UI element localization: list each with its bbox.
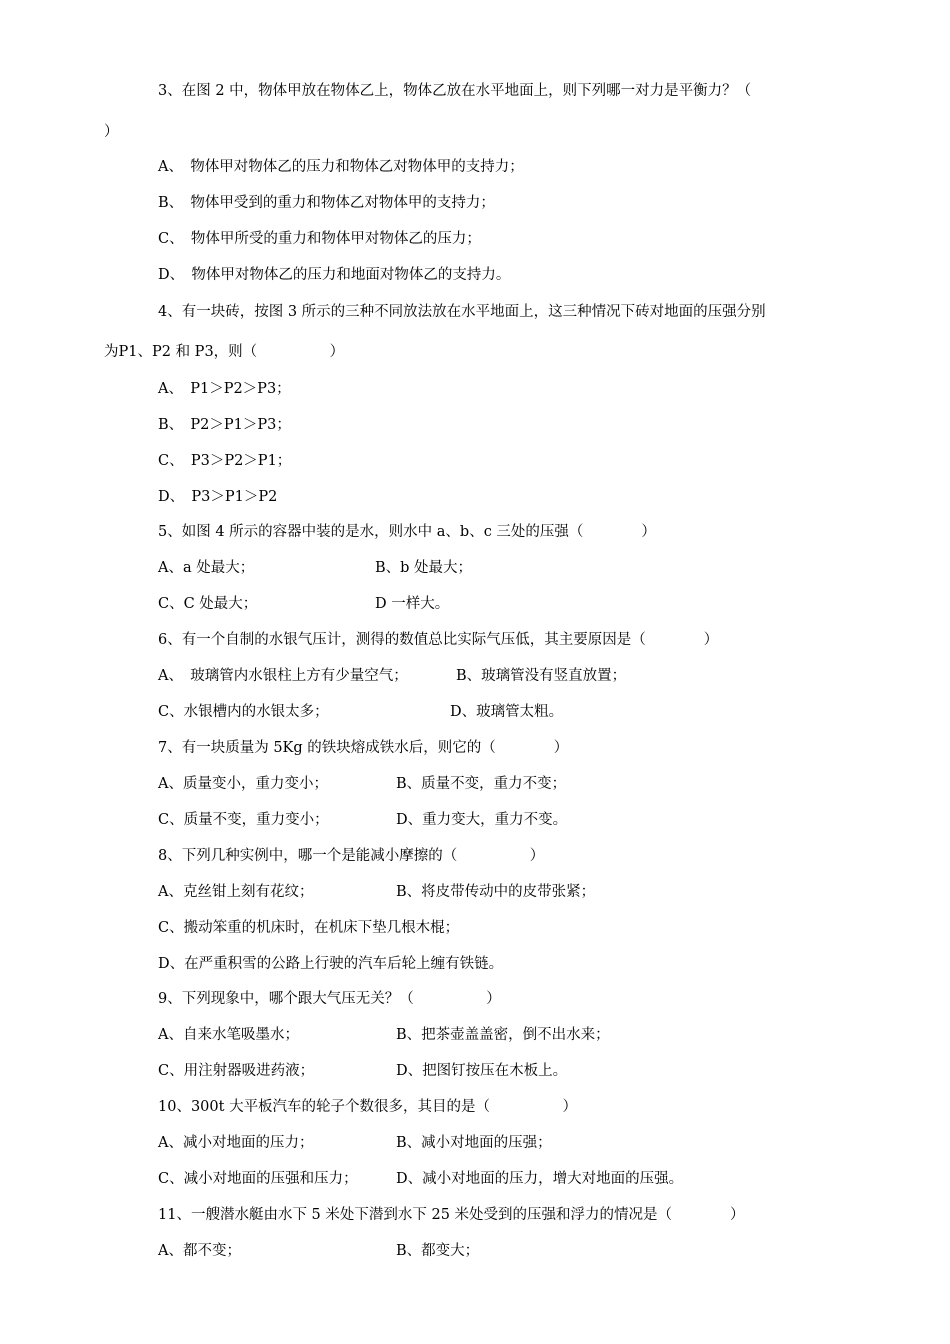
q3-option-b: B、 物体甲受到的重力和物体乙对物体甲的支持力； — [158, 195, 495, 211]
q5-option-b: B、b 处最大； — [375, 560, 473, 576]
q5-option-a: A、a 处最大； — [158, 560, 255, 576]
q7-option-b: B、质量不变，重力不变； — [396, 776, 567, 792]
q8-option-c: C、搬动笨重的机床时，在机床下垫几根木棍； — [158, 920, 460, 936]
q5-option-c: C、C 处最大； — [158, 596, 258, 612]
q7-option-a: A、质量变小，重力变小； — [158, 776, 328, 792]
q9-option-d: D、把图钉按压在木板上。 — [396, 1063, 568, 1079]
q7-option-c: C、质量不变，重力变小； — [158, 812, 329, 828]
q7-option-d: D、重力变大，重力不变。 — [396, 812, 568, 828]
q9-option-c: C、用注射器吸进药液； — [158, 1063, 315, 1079]
q3-stem-line-2: ） — [104, 124, 119, 140]
q11-option-b: B、都变大； — [396, 1243, 480, 1259]
q9-stem: 9、下列现象中，哪个跟大气压无关？（ ） — [158, 991, 501, 1007]
q8-stem: 8、下列几种实例中，哪一个是能减小摩擦的（ ） — [158, 848, 545, 864]
q3-stem-line-1: 3、在图 2 中，物体甲放在物体乙上，物体乙放在水平地面上，则下列哪一对力是平衡力？（ — [158, 83, 752, 99]
q10-option-c: C、减小对地面的压强和压力； — [158, 1171, 358, 1187]
q6-option-c: C、水银槽内的水银太多； — [158, 704, 329, 720]
q8-option-d: D、在严重积雪的公路上行驶的汽车后轮上缠有铁链。 — [158, 956, 504, 972]
q5-option-d: D 一样大。 — [375, 596, 450, 612]
q8-option-a: A、克丝钳上刻有花纹； — [158, 884, 314, 900]
q10-stem: 10、300t 大平板汽车的轮子个数很多，其目的是（ ） — [158, 1099, 578, 1115]
q6-stem: 6、有一个自制的水银气压计，测得的数值总比实际气压低，其主要原因是（ ） — [158, 632, 719, 648]
q4-stem-line-2: 为P1、P2 和 P3，则（ ） — [104, 344, 345, 360]
q10-option-d: D、减小对地面的压力，增大对地面的压强。 — [396, 1171, 684, 1187]
q9-option-a: A、自来水笔吸墨水； — [158, 1027, 299, 1043]
q11-stem: 11、一艘潜水艇由水下 5 米处下潜到水下 25 米处受到的压强和浮力的情况是（ ） — [158, 1207, 745, 1223]
q6-option-d: D、玻璃管太粗。 — [450, 704, 564, 720]
q3-option-d: D、 物体甲对物体乙的压力和地面对物体乙的支持力。 — [158, 267, 511, 283]
q5-stem: 5、如图 4 所示的容器中装的是水，则水中 a、b、c 三处的压强（ ） — [158, 524, 656, 540]
q8-option-b: B、将皮带传动中的皮带张紧； — [396, 884, 596, 900]
q3-option-c: C、 物体甲所受的重力和物体甲对物体乙的压力； — [158, 231, 481, 247]
q4-stem-line-1: 4、有一块砖，按图 3 所示的三种不同放法放在水平地面上，这三种情况下砖对地面的压强分别 — [158, 304, 766, 320]
q4-option-c: C、 P3＞P2＞P1； — [158, 453, 292, 469]
q7-stem: 7、有一块质量为 5Kg 的铁块熔成铁水后，则它的（ ） — [158, 740, 569, 756]
q4-option-a: A、 P1＞P2＞P3； — [158, 381, 291, 397]
q4-option-b: B、 P2＞P1＞P3； — [158, 417, 291, 433]
q11-option-a: A、都不变； — [158, 1243, 241, 1259]
q4-option-d: D、 P3＞P1＞P2 — [158, 489, 278, 505]
q10-option-a: A、减小对地面的压力； — [158, 1135, 314, 1151]
q10-option-b: B、减小对地面的压强； — [396, 1135, 552, 1151]
q3-option-a: A、 物体甲对物体乙的压力和物体乙对物体甲的支持力； — [158, 159, 524, 175]
q6-option-a: A、 玻璃管内水银柱上方有少量空气； — [158, 668, 408, 684]
q9-option-b: B、把茶壶盖盖密，倒不出水来； — [396, 1027, 610, 1043]
q6-option-b: B、玻璃管没有竖直放置； — [456, 668, 627, 684]
